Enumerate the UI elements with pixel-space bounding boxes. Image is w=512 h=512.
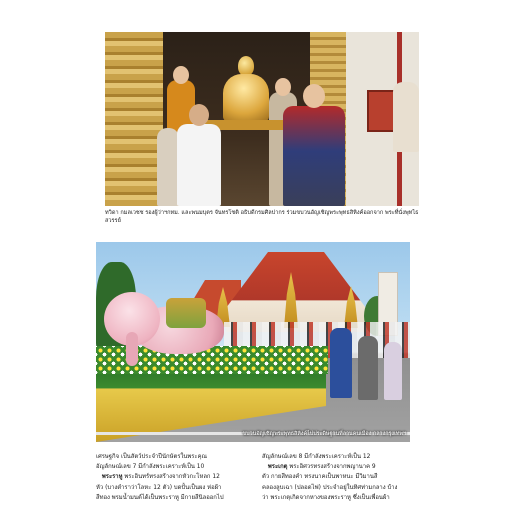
text-line: เศรษฐกิจ เป็นสัตว์ประจำปีนักษัตรในพระคุณ	[96, 454, 207, 460]
spectator	[330, 328, 352, 398]
buddha-procession-photo	[105, 32, 419, 206]
pink-elephant-sculpture	[104, 284, 224, 366]
spectator	[384, 342, 402, 400]
text-line: ตัว กายสีทองคำ ทรงนาคเป็นพาหนะ มีวิมานสี	[262, 474, 378, 481]
text-line: อัญลักษณ์เลข 7 มีกำลังพระเคราะห์เป็น 10	[96, 464, 205, 471]
text-line: สัญลักษณ์เลข 8 มีกำลังพระเคราะห์เป็น 12	[262, 454, 371, 460]
text-column-left	[96, 452, 250, 503]
man-red-vest	[283, 106, 345, 206]
photo1-caption: ทวิดา กมลเวชช รองผู้ว่าฯกทม. และพนมบุตร จันทรโชติ อธิบดีกรมศิลปากร ร่วมขบวนอัญเชิญพระพุทธสิหิงค์ออกจาก พระที่นั่งพุทไธสวรรย์	[105, 210, 419, 224]
ornate-gold-wall	[105, 32, 163, 206]
spectator	[358, 336, 378, 400]
text-line: พระเกตุ พระอิศวรทรงสร้างจากพญานาค 9	[267, 464, 376, 471]
text-line: หัว (บางตำราว่าโลหะ 12 ตัว) บดปั้นเป็นผง ห่อผ้า	[96, 484, 222, 491]
text-line: คลองลูบเฉา (ปลอดไฟ) ประจำอยู่ในทิศท่ามกลาง บ้าง	[262, 484, 398, 491]
person-left	[157, 128, 179, 206]
text-column-right	[262, 452, 416, 503]
text-line: ว่า พระเกตุเกิดจากหางของพระราหู ซึ่งเป็นเพื่อนผ้า	[262, 494, 390, 501]
text-line: สีทอง พรมน้ำมนต์ได้เป็นพระราหู มีกายสีนิลออกไป	[96, 494, 224, 501]
text-line: พระราหู พระอินทร์ทรงสร้างจากหัวกะโหลก 12	[101, 474, 220, 481]
golden-buddha-statue	[223, 56, 269, 122]
woman-white-shirt	[177, 124, 221, 206]
person-right-edge	[393, 82, 419, 152]
photo2-caption: ขบวนอัญเชิญพระพุทธสิหิงค์ไปประดิษฐานที่ลานคนเมือง กลางกรุงเทพฯ	[242, 431, 406, 437]
parade-float-photo	[96, 242, 410, 442]
